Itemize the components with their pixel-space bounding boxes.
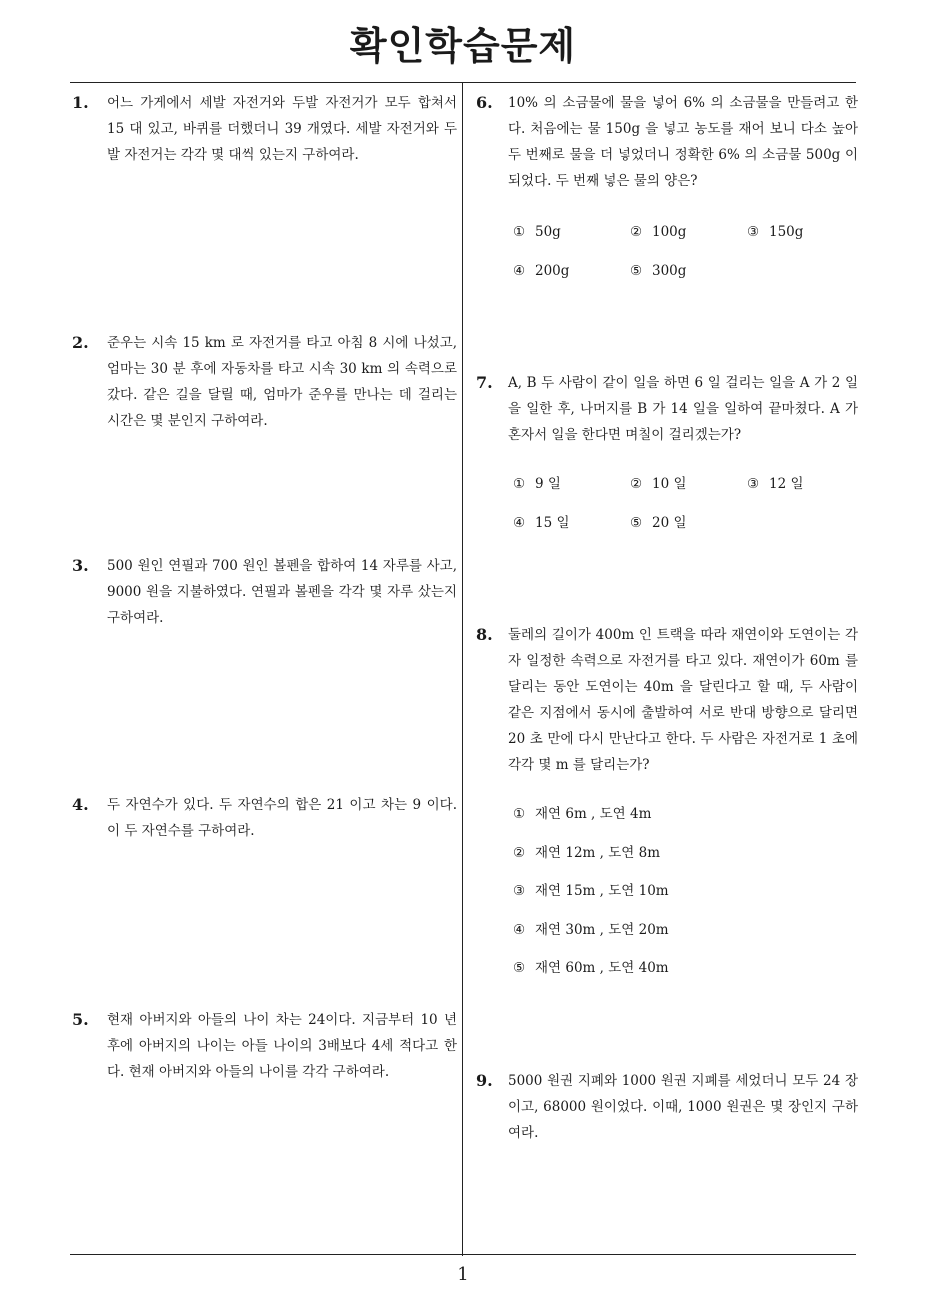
question-text: 10% 의 소금물에 물을 넣어 6% 의 소금물을 만들려고 한다. 처음에는 물 150g 을 넣고 농도를 재어 보니 다소 높아 두 번째로 물을 더 넣었더니 정확한 6% 의 소금물 500g 이 되었다. 두 번째 넣은 물의 양은?: [508, 95, 858, 189]
question-text: 현재 아버지와 아들의 나이 차는 24이다. 지금부터 10 년 후에 아버지의 나이는 아들 나이의 3배보다 4세 적다고 한다. 현재 아버지와 아들의 나이를 각각 구하여라.: [107, 1012, 457, 1080]
question-text: 어느 가게에서 세발 자전거와 두발 자전거가 모두 합쳐서 15 대 있고, 바퀴를 더했더니 39 개였다. 세발 자전거와 두발 자전거는 각각 몇 대씩 있는지 구하여라.: [107, 95, 457, 163]
choice[interactable]: ③ 12 일: [747, 476, 804, 492]
page-number: 1: [457, 1264, 469, 1285]
column-divider: [462, 82, 463, 1256]
choice[interactable]: ③ 150g: [747, 224, 804, 240]
question-number: 3.: [72, 556, 89, 575]
question-number: 5.: [72, 1010, 89, 1029]
question-text: 5000 원권 지폐와 1000 원권 지폐를 세었더니 모두 24 장이고, 68000 원이었다. 이때, 1000 원권은 몇 장인지 구하여라.: [508, 1073, 858, 1141]
choice[interactable]: ③ 재연 15m , 도연 10m: [513, 883, 669, 899]
choice[interactable]: ② 100g: [630, 224, 687, 240]
choice[interactable]: ① 50g: [513, 224, 561, 240]
question-text: 둘레의 길이가 400m 인 트랙을 따라 재연이와 도연이는 각자 일정한 속력으로 자전거를 타고 있다. 재연이가 60m 를 달리는 동안 도연이는 40m 을 달린다고 할 때, 두 사람이 같은 지점에서 동시에 출발하여 서로 반대 방향으로 달리면 20 초 만에 다시 만난다고 한다. 두 사람은 자전거로 1 초에 각각 몇 m 를 달리는가?: [508, 627, 858, 773]
question-text: 준우는 시속 15 km 로 자전거를 타고 아침 8 시에 나섰고, 엄마는 30 분 후에 자동차를 타고 시속 30 km 의 속력으로 갔다. 같은 길을 달릴 때, 엄마가 준우를 만나는 데 걸리는 시간은 몇 분인지 구하여라.: [107, 335, 457, 429]
question-text: 500 원인 연필과 700 원인 볼펜을 합하여 14 자루를 사고, 9000 원을 지불하였다. 연필과 볼펜을 각각 몇 자루 샀는지 구하여라.: [107, 558, 457, 626]
choice[interactable]: ⑤ 300g: [630, 263, 687, 279]
choice[interactable]: ④ 재연 30m , 도연 20m: [513, 922, 669, 938]
choice[interactable]: ① 9 일: [513, 476, 561, 492]
question-number: 7.: [476, 373, 493, 392]
question-number: 1.: [72, 93, 89, 112]
question-number: 8.: [476, 625, 493, 644]
question-text: A, B 두 사람이 같이 일을 하면 6 일 걸리는 일을 A 가 2 일을 일한 후, 나머지를 B 가 14 일을 일하여 끝마쳤다. A 가 혼자서 일을 한다면 며칠이 걸리겠는가?: [508, 375, 858, 443]
top-rule: [70, 82, 856, 83]
bottom-rule: [70, 1254, 856, 1255]
question-number: 4.: [72, 795, 89, 814]
question-text: 두 자연수가 있다. 두 자연수의 합은 21 이고 차는 9 이다. 이 두 자연수를 구하여라.: [107, 797, 457, 839]
question-number: 6.: [476, 93, 493, 112]
choice[interactable]: ⑤ 20 일: [630, 515, 687, 531]
choice[interactable]: ② 10 일: [630, 476, 687, 492]
page-title: 확인학습문제: [349, 24, 577, 68]
choice[interactable]: ④ 200g: [513, 263, 570, 279]
choice[interactable]: ① 재연 6m , 도연 4m: [513, 806, 652, 822]
question-number: 9.: [476, 1071, 493, 1090]
question-number: 2.: [72, 333, 89, 352]
choice[interactable]: ④ 15 일: [513, 515, 570, 531]
choice[interactable]: ⑤ 재연 60m , 도연 40m: [513, 960, 669, 976]
choice[interactable]: ② 재연 12m , 도연 8m: [513, 845, 660, 861]
